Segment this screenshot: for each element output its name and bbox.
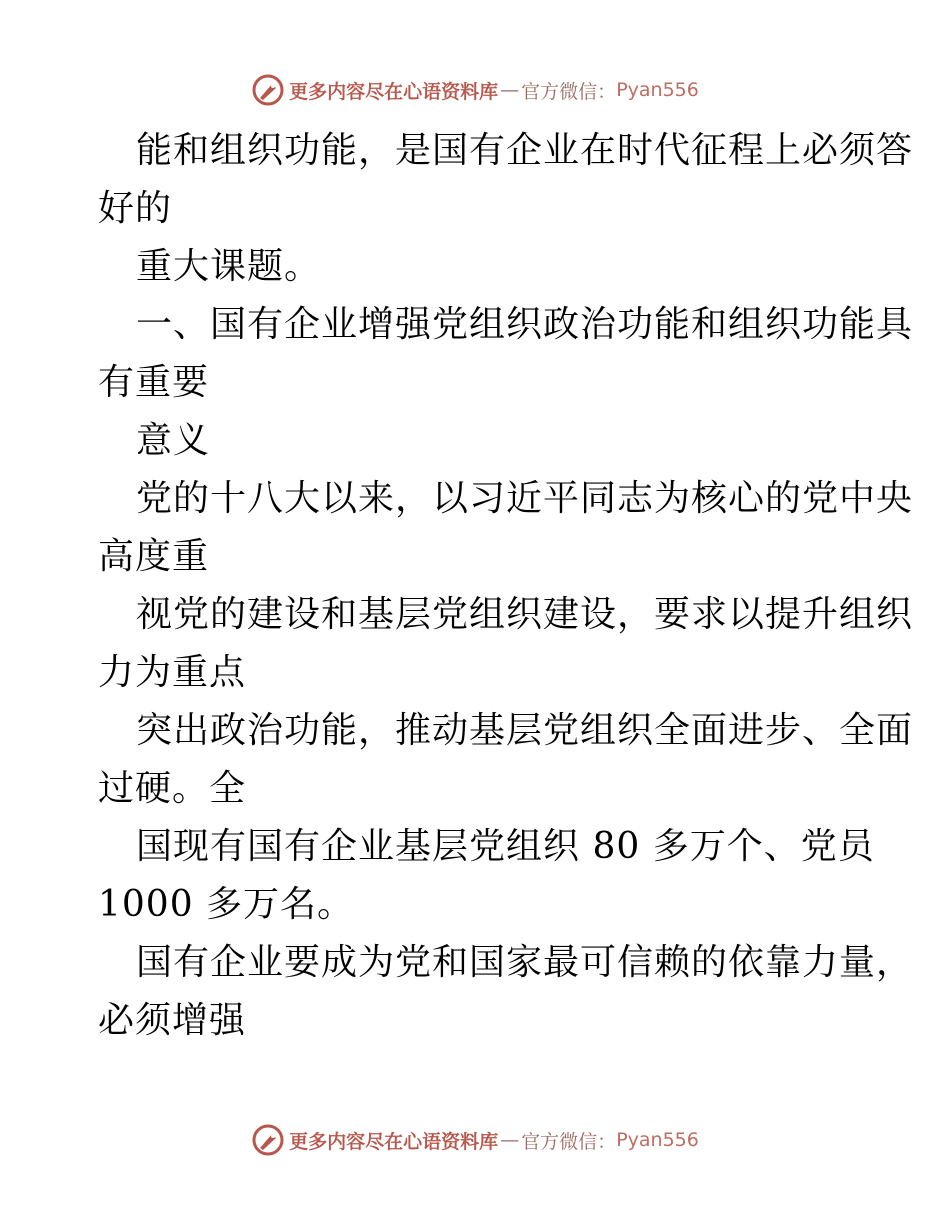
text-line: 视党的建设和基层党组织建设，要求以提升组织 (136, 594, 914, 635)
text-line: 力为重点 (98, 652, 247, 693)
watermark-wechat-label: 官方微信： (521, 1130, 617, 1153)
watermark-dash: — (500, 1129, 520, 1151)
text-line: 1000 多万名。 (98, 884, 355, 925)
text-line: 过硬。全 (98, 768, 247, 809)
section-heading-line: 一、国有企业增强党组织政治功能和组织功能具 (136, 304, 914, 345)
text-line: 必须增强 (98, 1000, 247, 1041)
text-line: 能和组织功能，是国有企业在时代征程上必须答 (136, 130, 914, 171)
text-line: 重大课题。 (136, 246, 322, 287)
section-heading-line: 意义 (136, 420, 211, 461)
text-line: 好的 (98, 188, 173, 229)
footer-watermark (0, 1120, 950, 1160)
text-line: 突出政治功能，推动基层党组织全面进步、全面 (136, 710, 914, 751)
text-line: 国现有国有企业基层党组织 80 多万个、党员 (136, 826, 875, 867)
watermark-title: 更多内容尽在心语资料库 (289, 80, 499, 103)
watermark-wechat-id: Pyan556 (616, 79, 699, 101)
pen-nib-logo-icon (251, 73, 285, 107)
watermark-wechat-label: 官方微信： (521, 80, 617, 103)
watermark-dash: — (500, 79, 520, 101)
text-line: 党的十八大以来，以习近平同志为核心的党中央 (136, 478, 914, 519)
pen-nib-logo-icon (251, 1123, 285, 1157)
document-body (98, 122, 914, 1050)
text-line: 国有企业要成为党和国家最可信赖的依靠力量， (136, 942, 914, 983)
watermark-title: 更多内容尽在心语资料库 (289, 1130, 499, 1153)
text-line: 高度重 (98, 536, 210, 577)
section-heading-line: 有重要 (98, 362, 210, 403)
header-watermark (0, 70, 950, 110)
watermark-wechat-id: Pyan556 (616, 1129, 699, 1151)
